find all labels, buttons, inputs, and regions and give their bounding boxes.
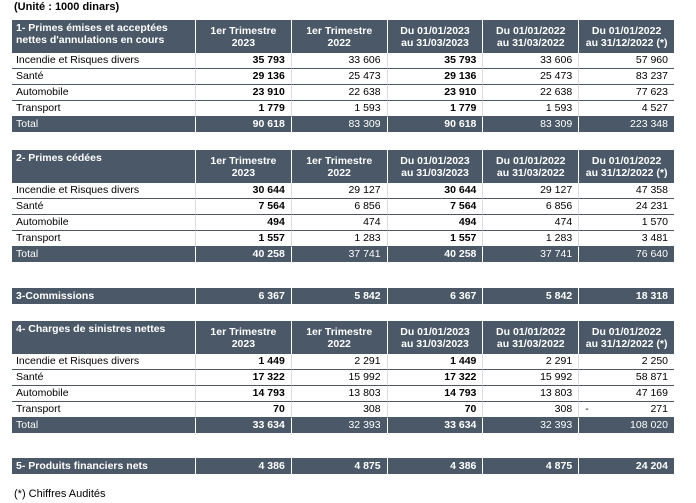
column-header: 1er Trimestre 2023 bbox=[195, 321, 291, 354]
cell: 1 449 bbox=[195, 354, 291, 370]
cell: 35 793 bbox=[387, 53, 483, 69]
column-header: 1er Trimestre 2022 bbox=[291, 321, 387, 354]
cell: 1 570 bbox=[578, 215, 674, 231]
total-cell: 108 020 bbox=[578, 418, 674, 433]
column-header: 1er Trimestre 2022 bbox=[291, 20, 387, 53]
row-label: Santé bbox=[12, 69, 195, 85]
dash-mark: - bbox=[585, 403, 589, 415]
cell: 70 bbox=[195, 402, 291, 418]
cell: 13 803 bbox=[482, 386, 578, 402]
cell: 15 992 bbox=[482, 370, 578, 386]
cell: 14 793 bbox=[195, 386, 291, 402]
table-row bbox=[12, 69, 674, 85]
cell: 29 136 bbox=[195, 69, 291, 85]
cell: 30 644 bbox=[195, 183, 291, 199]
cell: 23 910 bbox=[387, 85, 483, 101]
column-header: Du 01/01/2022 au 31/03/2022 bbox=[482, 20, 578, 53]
cell: 23 910 bbox=[195, 85, 291, 101]
section-title: 2- Primes cédées bbox=[12, 150, 195, 183]
total-cell: 83 309 bbox=[291, 117, 387, 132]
cell: 17 322 bbox=[387, 370, 483, 386]
total-cell: 32 393 bbox=[291, 418, 387, 433]
table-row bbox=[12, 53, 674, 69]
cell: 13 803 bbox=[291, 386, 387, 402]
table-row bbox=[12, 458, 674, 474]
column-header: Du 01/01/2023 au 31/03/2023 bbox=[387, 20, 483, 53]
row-label: Automobile bbox=[12, 386, 195, 402]
column-header: Du 01/01/2022 au 31/12/2022 (*) bbox=[578, 321, 674, 354]
total-cell: 40 258 bbox=[195, 247, 291, 262]
table-row bbox=[12, 85, 674, 101]
cell: 474 bbox=[291, 215, 387, 231]
column-header: Du 01/01/2022 au 31/03/2022 bbox=[482, 321, 578, 354]
table-row bbox=[12, 215, 674, 231]
cell: 1 779 bbox=[387, 101, 483, 117]
cell: 15 992 bbox=[291, 370, 387, 386]
column-header: 1er Trimestre 2022 bbox=[291, 150, 387, 183]
cell: 3 481 bbox=[578, 231, 674, 247]
total-label: Total bbox=[12, 117, 195, 132]
column-header: Du 01/01/2022 au 31/03/2022 bbox=[482, 150, 578, 183]
cell: 1 593 bbox=[482, 101, 578, 117]
cell: 83 237 bbox=[578, 69, 674, 85]
table-row bbox=[12, 183, 674, 199]
total-cell: 90 618 bbox=[195, 117, 291, 132]
table-primes-cedees bbox=[12, 150, 674, 262]
table-row bbox=[12, 370, 674, 386]
footnote: (*) Chiffres Audités bbox=[14, 488, 106, 500]
total-cell: 83 309 bbox=[482, 117, 578, 132]
cell: 29 127 bbox=[291, 183, 387, 199]
cell: 2 250 bbox=[578, 354, 674, 370]
cell: 4 386 bbox=[195, 458, 291, 474]
cell: 29 127 bbox=[482, 183, 578, 199]
cell: 494 bbox=[195, 215, 291, 231]
section-title: 1- Primes émises et acceptées nettes d'annulations en cours bbox=[12, 20, 195, 53]
section-title: 3-Commissions bbox=[12, 288, 195, 304]
cell: 35 793 bbox=[195, 53, 291, 69]
cell: 4 875 bbox=[482, 458, 578, 474]
cell: 22 638 bbox=[291, 85, 387, 101]
table-produits-financiers bbox=[12, 458, 674, 474]
cell: 1 779 bbox=[195, 101, 291, 117]
cell: 24 231 bbox=[578, 199, 674, 215]
cell: 1 449 bbox=[387, 354, 483, 370]
cell: 4 386 bbox=[387, 458, 483, 474]
section-title: 4- Charges de sinistres nettes bbox=[12, 321, 195, 354]
total-cell: 37 741 bbox=[482, 247, 578, 262]
table-row bbox=[12, 288, 674, 304]
column-header: 1er Trimestre 2023 bbox=[195, 20, 291, 53]
cell: 33 606 bbox=[291, 53, 387, 69]
table-commissions bbox=[12, 288, 674, 304]
cell: 6 856 bbox=[291, 199, 387, 215]
row-label: Santé bbox=[12, 199, 195, 215]
cell: 1 557 bbox=[195, 231, 291, 247]
table-row bbox=[12, 386, 674, 402]
cell: 6 367 bbox=[387, 288, 483, 304]
row-label: Incendie et Risques divers bbox=[12, 354, 195, 370]
table-charges-sinistres bbox=[12, 321, 674, 433]
cell: 47 169 bbox=[578, 386, 674, 402]
cell: 47 358 bbox=[578, 183, 674, 199]
column-header: Du 01/01/2023 au 31/03/2023 bbox=[387, 150, 483, 183]
total-cell: 76 640 bbox=[578, 247, 674, 262]
table-row bbox=[12, 231, 674, 247]
table-primes-emises bbox=[12, 20, 674, 132]
cell: 1 557 bbox=[387, 231, 483, 247]
cell: 1 593 bbox=[291, 101, 387, 117]
cell: 6 856 bbox=[482, 199, 578, 215]
cell: 22 638 bbox=[482, 85, 578, 101]
table-row bbox=[12, 101, 674, 117]
cell: 4 875 bbox=[291, 458, 387, 474]
total-cell: 37 741 bbox=[291, 247, 387, 262]
unit-label: (Unité : 1000 dinars) bbox=[14, 1, 120, 13]
cell: 2 291 bbox=[482, 354, 578, 370]
row-label: Automobile bbox=[12, 85, 195, 101]
cell: 6 367 bbox=[195, 288, 291, 304]
total-label: Total bbox=[12, 247, 195, 262]
total-row bbox=[12, 117, 674, 132]
cell: 308 bbox=[482, 402, 578, 418]
cell: 17 322 bbox=[195, 370, 291, 386]
cell: 29 136 bbox=[387, 69, 483, 85]
row-label: Incendie et Risques divers bbox=[12, 53, 195, 69]
column-header: Du 01/01/2022 au 31/12/2022 (*) bbox=[578, 150, 674, 183]
row-label: Transport bbox=[12, 101, 195, 117]
row-label: Automobile bbox=[12, 215, 195, 231]
row-label: Transport bbox=[12, 231, 195, 247]
cell: 494 bbox=[387, 215, 483, 231]
cell: 70 bbox=[387, 402, 483, 418]
cell: 308 bbox=[291, 402, 387, 418]
cell: 1 283 bbox=[291, 231, 387, 247]
total-cell: 32 393 bbox=[482, 418, 578, 433]
column-header: 1er Trimestre 2023 bbox=[195, 150, 291, 183]
total-cell: 223 348 bbox=[578, 117, 674, 132]
cell: 25 473 bbox=[482, 69, 578, 85]
cell: 5 842 bbox=[482, 288, 578, 304]
cell: 1 283 bbox=[482, 231, 578, 247]
cell: 7 564 bbox=[387, 199, 483, 215]
row-label: Incendie et Risques divers bbox=[12, 183, 195, 199]
cell: 4 527 bbox=[578, 101, 674, 117]
table-row bbox=[12, 354, 674, 370]
cell: 474 bbox=[482, 215, 578, 231]
total-cell: 33 634 bbox=[195, 418, 291, 433]
cell: 33 606 bbox=[482, 53, 578, 69]
table-row bbox=[12, 402, 674, 418]
column-header: Du 01/01/2023 au 31/03/2023 bbox=[387, 321, 483, 354]
total-label: Total bbox=[12, 418, 195, 433]
cell: 2 291 bbox=[291, 354, 387, 370]
table-row bbox=[12, 199, 674, 215]
cell: 77 623 bbox=[578, 85, 674, 101]
row-label: Santé bbox=[12, 370, 195, 386]
cell: 30 644 bbox=[387, 183, 483, 199]
cell: 57 960 bbox=[578, 53, 674, 69]
total-cell: 33 634 bbox=[387, 418, 483, 433]
cell: 58 871 bbox=[578, 370, 674, 386]
cell: 14 793 bbox=[387, 386, 483, 402]
cell: 18 318 bbox=[578, 288, 674, 304]
cell: 5 842 bbox=[291, 288, 387, 304]
section-title: 5- Produits financiers nets bbox=[12, 458, 195, 474]
row-label: Transport bbox=[12, 402, 195, 418]
cell-value: 271 bbox=[650, 403, 668, 415]
total-row bbox=[12, 418, 674, 433]
cell: 25 473 bbox=[291, 69, 387, 85]
cell: 24 204 bbox=[578, 458, 674, 474]
total-cell: 90 618 bbox=[387, 117, 483, 132]
cell: 7 564 bbox=[195, 199, 291, 215]
cell bbox=[578, 402, 674, 418]
total-row bbox=[12, 247, 674, 262]
column-header: Du 01/01/2022 au 31/12/2022 (*) bbox=[578, 20, 674, 53]
total-cell: 40 258 bbox=[387, 247, 483, 262]
